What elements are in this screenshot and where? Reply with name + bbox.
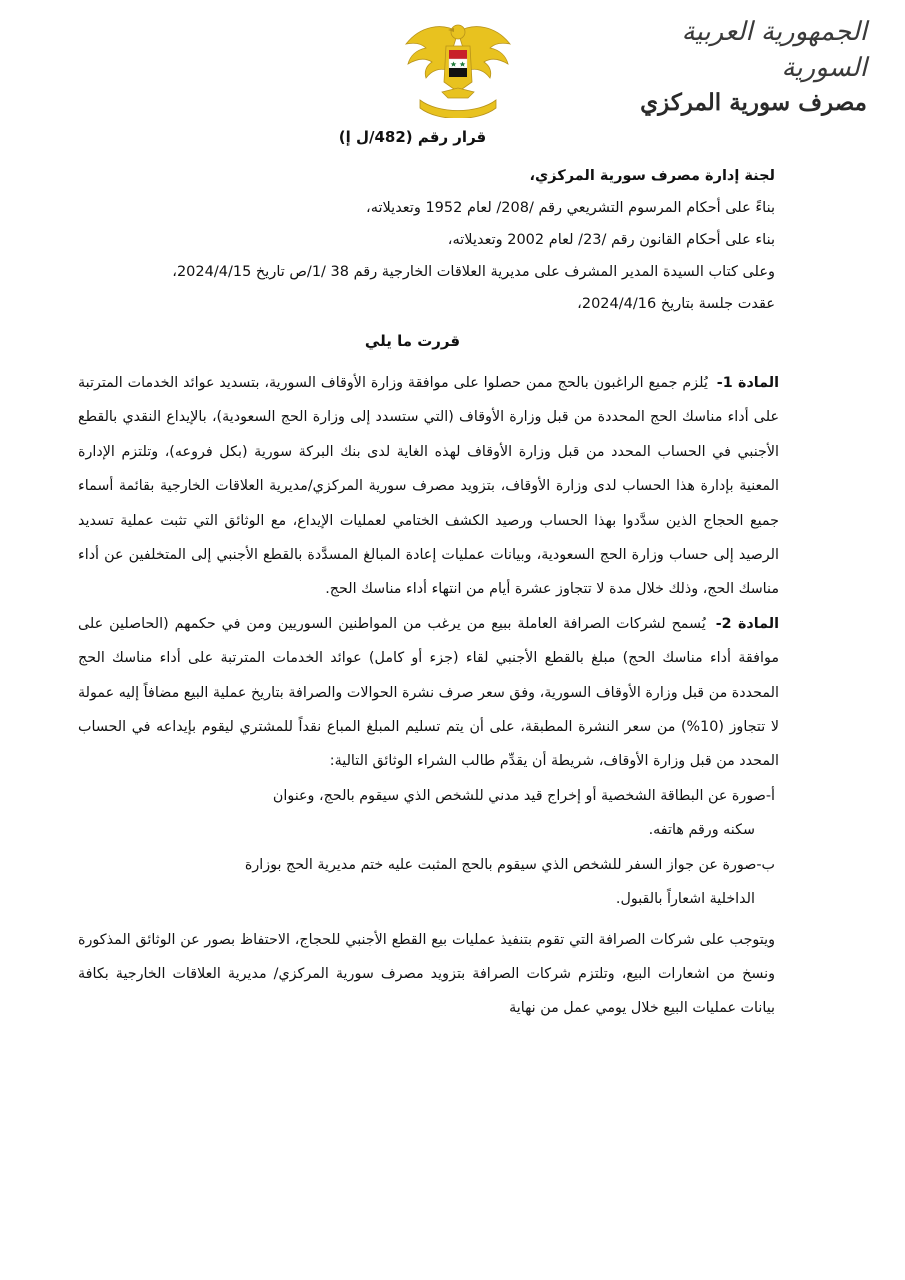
decision-number bbox=[0, 128, 905, 146]
list-item bbox=[78, 848, 775, 917]
list-item-a-line-1: أ-صورة عن البطاقة الشخصية أو إخراج قيد مدني للشخص الذي سيقوم بالحج، وعنوان bbox=[272, 787, 775, 804]
intro-line-1: بناءً على أحكام المرسوم التشريعي رقم /208/ لعام 1952 وتعديلاته، bbox=[366, 200, 775, 216]
committee-title: لجنة إدارة مصرف سورية المركزي، bbox=[529, 168, 775, 184]
preamble bbox=[78, 160, 775, 320]
list-item bbox=[78, 779, 775, 848]
article-2 bbox=[78, 607, 779, 779]
intro-line-3: وعلى كتاب السيدة المدير المشرف على مديرية العلاقات الخارجية رقم 38 /1/ص تاريخ 2024/4/15، bbox=[172, 264, 775, 280]
decision-number-text: قرار رقم (482/ل إ) bbox=[338, 128, 487, 146]
article-2-label: المادة 2- bbox=[715, 615, 779, 632]
article-1-text: يُلزم جميع الراغبون بالحج ممن حصلوا على موافقة وزارة الأوقاف السورية، بتسديد عوائد الخدمات المترتبة على أداء مناسك الحج المحددة من قبل وزارة الأوقاف (التي ستسدد إلى وزارة الحج السعودية)، بالإيداع النقدي بالقطع الأجنبي في الحساب المحدد من قبل وزارة الأوقاف لهذه الغاية لدى بنك البركة سورية (بكل فروعه)، وتلتزم الإدارة المعنية بإدارة هذا الحساب لدى وزارة الأوقاف، بتزويد مصرف سورية المركزي/مديرية العلاقات الخارجية بقائمة أسماء جميع الحجاج الذين سدَّدوا بهذا الحساب ورصيد الكشف الختامي لعمليات الإيداع، مع الوثائق التي تثبت عملية تسديد الرصيد إلى حساب وزارة الحج السعودية، وبيانات عمليات إعادة المبالغ المسدَّدة بالقطع الأجنبي إلى المتخلفين عن أداء مناسك الحج، وذلك خلال مدة لا تتجاوز عشرة أيام من انتهاء أداء مناسك الحج. bbox=[78, 375, 779, 598]
resolved-heading bbox=[0, 332, 905, 350]
letterhead bbox=[637, 14, 867, 120]
letterhead-country: الجمهورية العربية السورية bbox=[681, 17, 867, 83]
syrian-eagle-emblem-icon bbox=[402, 18, 514, 118]
articles bbox=[78, 366, 779, 1026]
intro-line-4: عقدت جلسة بتاريخ 2024/4/16، bbox=[577, 296, 775, 312]
list-item-b-line-1: ب-صورة عن جواز السفر للشخص الذي سيقوم بالحج المثبت عليه ختم مديرية الحج بوزارة bbox=[244, 856, 775, 873]
letterhead-bank-name: مصرف سورية المركزي bbox=[640, 89, 867, 116]
article-2-closing: ويتوجب على شركات الصرافة التي تقوم بتنفيذ عمليات بيع القطع الأجنبي للحجاج، الاحتفاظ بصور عن الوثائق المذكورة ونسخ من اشعارات البيع، وتلتزم شركات الصرافة بتزويد مصرف سورية المركزي/ مديرية العلاقات الخارجية بكافة بيانات عمليات البيع خلال يومي عمل من نهاية bbox=[78, 931, 775, 1017]
article-2-text: يُسمح لشركات الصرافة العاملة ببيع من يرغب من المواطنين السوريين ومن في حكمهم (الحاصلين على موافقة أداء مناسك الحج) مبلغ بالقطع الأجنبي لقاء (جزء أو كامل) عوائد الخدمات المترتبة على أداء مناسك الحج المحددة من قبل وزارة الأوقاف السورية، وفق سعر صرف نشرة الحوالات والصرافة بتاريخ عملية البيع مضافاً إليه عمولة لا تتجاوز (10%) من سعر النشرة المطبقة، على أن يتم تسليم المبلغ المباع نقداً للمشتري ليقوم بإيداعه في الحساب المحدد من قبل وزارة الأوقاف، شريطة أن يقدِّم طالب الشراء الوثائق التالية: bbox=[78, 615, 779, 770]
required-documents-list bbox=[78, 779, 775, 917]
list-item-b-line-2: الداخلية اشعاراً بالقبول. bbox=[615, 891, 755, 908]
resolved-heading-text: قررت ما يلي bbox=[364, 332, 461, 350]
article-1 bbox=[78, 366, 779, 607]
list-item-a-line-2: سكنه ورقم هاتفه. bbox=[648, 822, 755, 839]
intro-line-2: بناء على أحكام القانون رقم /23/ لعام 2002 وتعديلاته، bbox=[447, 232, 775, 248]
article-1-label: المادة 1- bbox=[716, 375, 779, 391]
